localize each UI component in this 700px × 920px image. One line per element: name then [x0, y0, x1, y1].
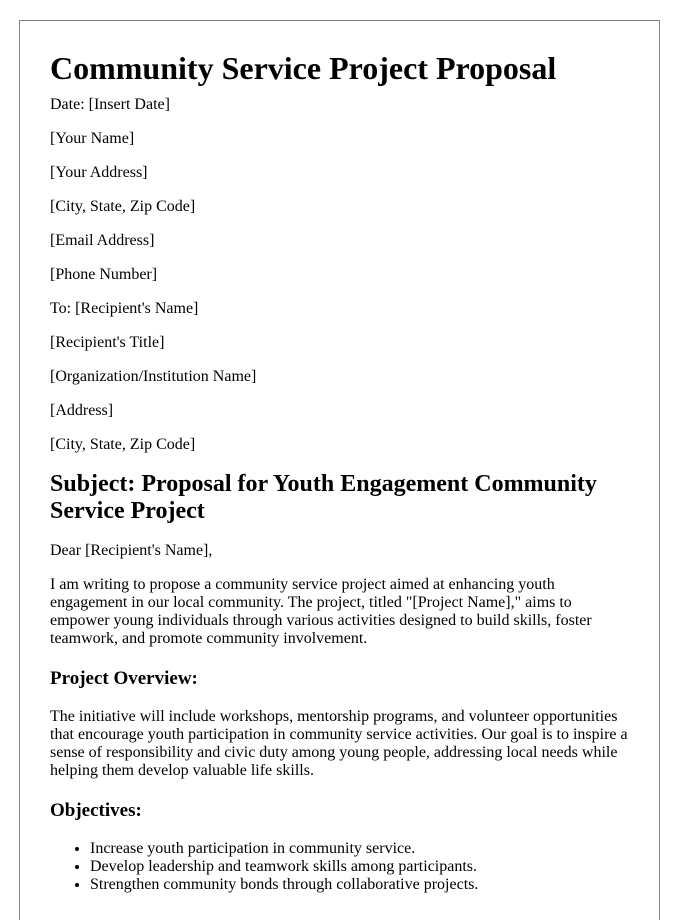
list-item: • Increase youth participation in community service. — [90, 840, 629, 858]
sender-city: [City, State, Zip Code] — [50, 198, 196, 215]
intro-paragraph: I am writing to propose a community service project aimed at enhancing youth engagement in our local community. The project, titled "[Project Name]," aims to empower young individuals through various activities designed to build skills, foster teamwork, and promote community involvement. — [50, 576, 592, 647]
list-item: • Develop leadership and teamwork skills among participants. — [90, 858, 629, 876]
document-title: Community Service Project Proposal — [50, 50, 557, 86]
sender-name: [Your Name] — [50, 130, 135, 147]
date-line: Date: [Insert Date] — [50, 96, 170, 113]
overview-paragraph: The initiative will include workshops, mentorship programs, and volunteer opportunities that encourage youth participation in community service activities. Our goal is to inspire a sense of responsibility and civic duty among young people, addressing local needs while helping them develop valuable life skills. — [50, 708, 628, 779]
subject-heading: Subject: Proposal for Youth Engagement Community Service Project — [50, 471, 597, 524]
list-item: • Strengthen community bonds through collaborative projects. — [90, 876, 629, 894]
recipient-name: To: [Recipient's Name] — [50, 300, 199, 317]
recipient-address: [Address] — [50, 402, 114, 419]
letter-page — [19, 20, 660, 920]
salutation: Dear [Recipient's Name], — [50, 542, 213, 559]
sender-email: [Email Address] — [50, 232, 155, 249]
recipient-organization: [Organization/Institution Name] — [50, 368, 257, 385]
sender-address: [Your Address] — [50, 164, 148, 181]
overview-heading: Project Overview: — [50, 668, 198, 689]
sender-phone: [Phone Number] — [50, 266, 158, 283]
recipient-title: [Recipient's Title] — [50, 334, 165, 351]
recipient-city: [City, State, Zip Code] — [50, 436, 196, 453]
objectives-list — [50, 840, 629, 894]
objectives-heading: Objectives: — [50, 800, 142, 821]
